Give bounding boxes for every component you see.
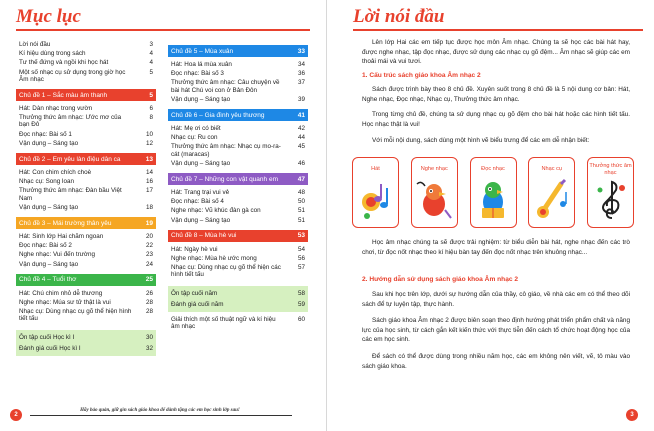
- section-2-para-1: Sau khi học trên lớp, dưới sự hướng dẫn của thầy, cô giáo, về nhà các em có thể theo dõi sách để tự luyện tập, thực hành.: [362, 291, 630, 308]
- toc-entry[interactable]: [16, 343, 156, 354]
- toc-chapter-header[interactable]: [16, 153, 156, 165]
- toc-entry-title: Hát: Hoa lá mùa xuân: [171, 61, 232, 68]
- page-number-right: 3: [626, 409, 638, 421]
- toc-entry[interactable]: [168, 254, 308, 263]
- instrument-icon: [533, 178, 571, 220]
- toc-entry[interactable]: [16, 40, 156, 49]
- toc-entry-title: Vận dụng – Sáng tạo: [19, 139, 79, 147]
- chapter-title: Chủ đề 6 – Gia đình yêu thương: [171, 111, 265, 119]
- toc-chapter-header[interactable]: [16, 274, 156, 286]
- toc-entry[interactable]: [168, 188, 308, 197]
- review-block: [168, 286, 308, 312]
- section-heading-1: 1. Cấu trúc sách giáo khoa Âm nhạc 2: [362, 72, 481, 79]
- toc-column-1: [16, 40, 156, 356]
- toc-entry[interactable]: [16, 168, 156, 177]
- toc-entry-page: 60: [297, 316, 305, 324]
- card-reading: [470, 157, 517, 228]
- card-label: Nhạc cụ: [541, 166, 563, 173]
- chapter-title: Chủ đề 3 – Mái trường thân yêu: [19, 219, 112, 227]
- content-icon-cards: [352, 157, 634, 229]
- listening-bird-icon: [415, 178, 453, 220]
- toc-entry[interactable]: [16, 260, 156, 269]
- toc-entry-title: Một số nhạc cụ sử dụng trong giờ học Âm nhạc: [19, 68, 126, 83]
- toc-entry[interactable]: [16, 298, 156, 307]
- section-2-para-2: Sách giáo khoa Âm nhạc 2 được biên soạn theo định hướng phát triển phẩm chất và năng lực của học sinh, từ cách gắn kết kiến thức với thực tiễn đến cách tổ chức hoạt động học của các em học sinh.: [362, 317, 630, 344]
- toc-entry[interactable]: [16, 139, 156, 148]
- toc-entry-title: Vận dụng – Sáng tạo: [171, 95, 231, 103]
- card-singing: [352, 157, 399, 228]
- toc-entry[interactable]: [168, 206, 308, 215]
- card-listening: [411, 157, 458, 228]
- toc-entry-title: Thưởng thức âm nhạc: Đàn bầu Việt Nam: [19, 187, 122, 202]
- toc-entry[interactable]: [16, 241, 156, 250]
- toc-entry-title: Nhạc cụ: Song loan: [19, 178, 74, 186]
- toc-chapter-header[interactable]: [16, 217, 156, 229]
- card-label: Đọc nhạc: [481, 166, 505, 173]
- toc-entry-title: Nhạc cụ: Dùng nhạc cụ gõ thể hiện các hình tiết tấu: [171, 264, 281, 279]
- section-heading-2: 2. Hướng dẫn sử dụng sách giáo khoa Âm nhạc 2: [362, 276, 519, 283]
- card-label: Hát: [371, 166, 380, 173]
- toc-entry-page: 6: [149, 105, 153, 113]
- section-1-para-4: Học âm nhạc chúng ta sẽ được trải nghiệm: từ biểu diễn bài hát, nghe nhạc đến các trò chơi, từ đọc nốt nhạc theo kí hiệu bàn tay đến đọc nốt nhạc trên khuông nhạc...: [362, 239, 630, 256]
- toc-entry[interactable]: [168, 142, 308, 158]
- toc-entry-page: 51: [297, 207, 305, 215]
- toc-entry[interactable]: [16, 332, 156, 343]
- treble-clef-icon: [592, 178, 630, 220]
- toc-entry-title: Vận dụng – Sáng tạo: [19, 260, 79, 268]
- section-1-para-1: Sách được trình bày theo 8 chủ đề. Xuyên suốt trong 8 chủ đề là 5 nội dung cơ bản: Hát, Nghe nhạc, Đọc nhạc, Nhạc cụ, Thưởng thức âm nhạc.: [362, 86, 630, 103]
- chapter-title: Chủ đề 2 – Em yêu làn điệu dân ca: [19, 155, 121, 163]
- toc-entry[interactable]: [16, 186, 156, 202]
- toc-entry-page: 20: [145, 233, 153, 241]
- toc-entry-page: 4: [149, 59, 153, 67]
- toc-entry-title: Hát: Mẹ ơi có biết: [171, 125, 221, 133]
- chapter-title: Chủ đề 1 – Sắc màu âm thanh: [19, 91, 108, 99]
- toc-entry-title: Thưởng thức âm nhạc: Ước mơ của bạn Đô: [19, 114, 122, 129]
- toc-entry-page: 42: [297, 125, 305, 133]
- toc-entry-title: Kí hiệu dùng trong sách: [19, 50, 86, 58]
- preface-title-rule: [353, 29, 643, 31]
- chapter-title: Chủ đề 7 – Những con vật quanh em: [171, 175, 278, 183]
- toc-entry[interactable]: [168, 133, 308, 142]
- toc-entry[interactable]: [168, 299, 308, 310]
- toc-entry-title: Hát: Con chim chích choè: [19, 169, 92, 177]
- toc-entry-title: Vận dụng – Sáng tạo: [171, 159, 231, 167]
- toc-entry-page: 51: [297, 216, 305, 224]
- toc-entry-title: Nhạc cụ: Ru con: [171, 134, 218, 142]
- reading-bird-icon: [474, 178, 512, 220]
- toc-chapter-header[interactable]: [168, 45, 308, 57]
- toc-entry-title: Thưởng thức âm nhạc: Câu chuyện về bài hát Chú voi con ở Bản Đôn: [171, 79, 280, 94]
- toc-chapter-header[interactable]: [168, 173, 308, 185]
- toc-entry[interactable]: [16, 177, 156, 186]
- toc-entry-page: 4: [149, 50, 153, 58]
- toc-chapter-header[interactable]: [168, 109, 308, 121]
- toc-entry-page: 36: [297, 70, 305, 78]
- toc-entry-title: Đọc nhạc: Bài số 1: [19, 130, 72, 138]
- toc-entry-title: Hát: Sinh lớp Hai chăm ngoan: [19, 233, 104, 241]
- toc-entry-title: Thưởng thức âm nhạc: Nhạc cụ mo-ra-cát (maracas): [171, 143, 281, 158]
- chapter-page: 5: [149, 91, 153, 99]
- toc-entry-title: Ôn tập cuối năm: [171, 289, 218, 297]
- toc-entry-title: Nghe nhạc: Mùa hè ước mong: [171, 255, 257, 263]
- singing-notes-icon: [357, 178, 395, 220]
- toc-entry[interactable]: [16, 307, 156, 323]
- toc-entry-page: 22: [145, 242, 153, 250]
- toc-entry[interactable]: [168, 263, 308, 279]
- toc-entry-page: 26: [145, 289, 153, 297]
- toc-entry-page: 58: [297, 289, 305, 297]
- toc-entry-page: 56: [297, 255, 305, 263]
- card-appreciation: [587, 157, 634, 228]
- toc-entry[interactable]: [16, 113, 156, 129]
- toc-entry[interactable]: [168, 69, 308, 78]
- page-number-left: 2: [10, 409, 22, 421]
- preface-intro: Lên lớp Hai các em tiếp tục được học môn Âm nhạc. Chúng ta sẽ học các bài hát hay, được nghe nhạc, tập đọc nhạc, được sử dụng các nhạc cụ gõ đệm... Âm nhạc sẽ giúp các em thoải mái và vui tươi.: [362, 39, 630, 66]
- chapter-page: 41: [297, 111, 305, 119]
- chapter-page: 47: [297, 175, 305, 183]
- toc-title: Mục lục: [16, 6, 81, 27]
- toc-entry[interactable]: [168, 60, 308, 69]
- review-block: [16, 330, 156, 356]
- toc-entry-title: Nhạc cụ: Dùng nhạc cụ gõ thể hiện hình tiết tấu: [19, 308, 132, 323]
- toc-entry-page: 32: [145, 344, 153, 352]
- chapter-page: 53: [297, 232, 305, 240]
- toc-entry-page: 48: [297, 189, 305, 197]
- toc-entry-page: 10: [145, 130, 153, 138]
- toc-entry-page: 28: [145, 299, 153, 307]
- chapter-page: 25: [145, 276, 153, 284]
- toc-entry-title: Đọc nhạc: Bài số 2: [19, 242, 72, 250]
- chapter-page: 19: [145, 219, 153, 227]
- footer-rule: [30, 415, 292, 416]
- chapter-page: 13: [145, 155, 153, 163]
- toc-entry[interactable]: [168, 95, 308, 104]
- toc-entry[interactable]: [168, 78, 308, 94]
- card-instrument: [528, 157, 575, 228]
- toc-entry-page: 59: [297, 300, 305, 308]
- toc-entry-title: Ôn tập cuối Học kì I: [19, 333, 75, 341]
- toc-entry-page: 57: [297, 264, 305, 272]
- toc-entry-page: 45: [297, 143, 305, 151]
- toc-entry-title: Lời nói đầu: [19, 41, 51, 48]
- footer-note: Hãy bảo quản, giữ gìn sách giáo khoa để dành tặng các em học sinh lớp sau!: [80, 408, 240, 413]
- toc-entry-page: 14: [145, 169, 153, 177]
- section-2-para-3: Để sách có thể được dùng trong nhiều năm học, các em không nên viết, vẽ, tô màu vào sách giáo khoa.: [362, 353, 630, 370]
- toc-column-2: [168, 40, 308, 331]
- toc-entry[interactable]: [16, 58, 156, 67]
- toc-chapter-header[interactable]: [168, 230, 308, 242]
- chapter-title: Chủ đề 8 – Mùa hè vui: [171, 232, 237, 240]
- chapter-title: Chủ đề 4 – Tuổi thơ: [19, 276, 77, 284]
- toc-entry[interactable]: [168, 315, 308, 331]
- toc-entry-title: Vận dụng – Sáng tạo: [171, 216, 231, 224]
- toc-title-rule: [16, 29, 310, 31]
- toc-entry[interactable]: [168, 124, 308, 133]
- toc-entry[interactable]: [16, 104, 156, 113]
- chapter-page: 33: [297, 47, 305, 55]
- toc-entry-title: Hát: Trang trại vui vẻ: [171, 189, 230, 197]
- toc-entry-page: 46: [297, 159, 305, 167]
- toc-entry-page: 37: [297, 79, 305, 87]
- toc-entry[interactable]: [168, 245, 308, 254]
- toc-entry[interactable]: [16, 203, 156, 212]
- toc-entry-title: Đọc nhạc: Bài số 3: [171, 70, 224, 78]
- toc-entry-page: 30: [145, 333, 153, 341]
- toc-entry-page: 17: [145, 187, 153, 195]
- chapter-title: Chủ đề 5 – Mùa xuân: [171, 47, 234, 55]
- toc-entry[interactable]: [16, 49, 156, 58]
- toc-entry-page: 54: [297, 245, 305, 253]
- toc-chapter-header[interactable]: [16, 89, 156, 101]
- toc-entry[interactable]: [16, 289, 156, 298]
- toc-entry-title: Hát: Chú chim nhỏ dễ thương: [19, 289, 103, 297]
- toc-entry-page: 50: [297, 198, 305, 206]
- toc-entry-page: 34: [297, 61, 305, 68]
- toc-entry-page: 3: [149, 41, 153, 48]
- toc-entry-page: 5: [149, 68, 153, 76]
- toc-entry-title: Hát: Dàn nhạc trong vườn: [19, 105, 93, 113]
- card-label: Thưởng thức âm nhạc: [589, 163, 632, 176]
- toc-entry-page: 16: [145, 178, 153, 186]
- toc-entry[interactable]: [16, 250, 156, 259]
- toc-entry[interactable]: [168, 216, 308, 225]
- toc-entry[interactable]: [168, 288, 308, 299]
- toc-entry-page: 18: [145, 203, 153, 211]
- toc-entry-title: Nghe nhạc: Vũ khúc đàn gà con: [171, 207, 261, 215]
- section-1-para-2: Trong từng chủ đề, chúng ta sử dụng nhạc cụ gõ đệm cho bài hát hoặc các hình tiết tấu. Học nhạc thật là vui!: [362, 111, 630, 128]
- toc-entry-page: 23: [145, 251, 153, 259]
- toc-entry-title: Đọc nhạc: Bài số 4: [171, 198, 224, 206]
- toc-entry-page: 44: [297, 134, 305, 142]
- toc-entry-title: Giải thích một số thuật ngữ và kí hiệu âm nhạc: [171, 316, 276, 331]
- toc-entry-page: 28: [145, 308, 153, 316]
- toc-entry-page: 24: [145, 260, 153, 268]
- toc-entry[interactable]: [168, 159, 308, 168]
- toc-entry-title: Đánh giá cuối Học kì I: [19, 344, 81, 352]
- toc-entry[interactable]: [16, 232, 156, 241]
- toc-entry[interactable]: [168, 197, 308, 206]
- toc-entry[interactable]: [16, 68, 156, 84]
- toc-entry-title: Nghe nhạc: Vui đến trường: [19, 251, 96, 259]
- toc-entry-page: 8: [149, 114, 153, 122]
- preface-title: Lời nói đầu: [353, 6, 445, 27]
- toc-entry-title: Đánh giá cuối năm: [171, 300, 224, 308]
- toc-entry-title: Tư thế đứng và ngồi khi học hát: [19, 59, 109, 67]
- toc-entry-page: 12: [145, 139, 153, 147]
- section-1-para-3: Với mỗi nội dung, sách dùng một hình vẽ biểu trưng để các em dễ nhận biết:: [372, 137, 590, 144]
- toc-entry-title: Nghe nhạc: Múa sư tử thật là vui: [19, 299, 111, 307]
- card-label: Nghe nhạc: [420, 166, 448, 173]
- toc-entry-page: 39: [297, 95, 305, 103]
- toc-entry[interactable]: [16, 130, 156, 139]
- toc-entry-title: Vận dụng – Sáng tạo: [19, 203, 79, 211]
- toc-entry-title: Hát: Ngày hè vui: [171, 245, 218, 253]
